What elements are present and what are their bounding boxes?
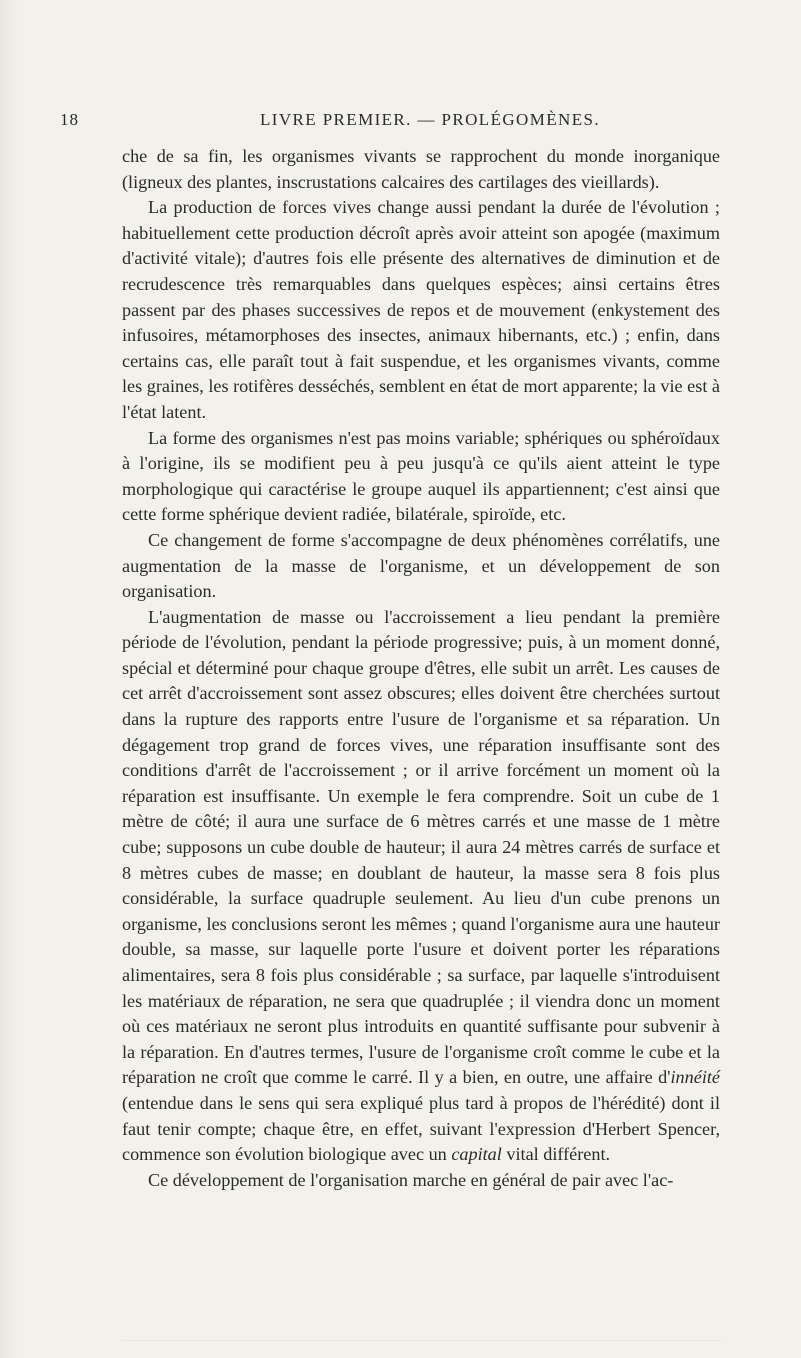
- chapter-title: LIVRE PREMIER. — PROLÉGOMÈNES.: [260, 110, 600, 129]
- paragraph-1: che de sa fin, les organismes vivants se rapprochent du monde inorganique (ligneux des plantes, inscrustations calcaires des cartilages des vieillards).: [122, 146, 720, 192]
- italic-capital: capital: [451, 1144, 502, 1165]
- body-text: [122, 144, 720, 1193]
- paragraph-5: [122, 605, 720, 1168]
- italic-innate: innéité: [670, 1067, 720, 1088]
- paragraph-6: Ce développement de l'organisation marche en général de pair avec l'ac-: [148, 1169, 674, 1190]
- paragraph-5-continued: (entendue dans le sens qui sera expliqué plus tard à propos de l'hérédité) dont il faut tenir compte; chaque être, en effet, suivant l'expression d'Herbert Spencer, commence son évolution biologique avec un: [122, 1092, 720, 1165]
- paragraph-5-text: L'augmentation de masse ou l'accroissement a lieu pendant la première période de l'évolution, pendant la période progressive; puis, à un moment donné, spécial et déterminé pour chaque groupe d'êtres, elle subit un arrêt. Les causes de cet arrêt d'accroissement sont assez obscures; elles doivent être cherchées surtout dans la rupture des rapports entre l'usure de l'organisme et sa réparation. Un dégagement trop grand de forces vives, une réparation insuffisante sont des conditions d'arrêt de l'accroissement ; or il arrive forcément un moment où la réparation est insuffisante. Un exemple le fera comprendre. Soit un cube de 1 mètre de côté; il aura une surface de 6 mètres carrés et une masse de 1 mètre cube; supposons un cube double de hauteur; il aura 24 mètres carrés de surface et 8 mètres cubes de masse; en doublant de hauteur, la masse sera 8 fois plus considérable, la surface quadruple seulement. Au lieu d'un cube prenons un organisme, les conclusions seront les mêmes ; quand l'organisme aura une hauteur double, sa masse, sur laquelle porte l'usure et doivent porter les réparations alimentaires, sera 8 fois plus considérable ; sa surface, par laquelle s'introduisent les matériaux de réparation, ne sera que quadruplée ; il viendra donc un moment où ces matériaux ne seront plus introduits en quantité suffisante pour subvenir à la réparation. En d'autres termes, l'usure de l'organisme croît comme le cube et la réparation ne croît que comme le carré. Il y a bien, en outre, une affaire d': [122, 606, 720, 1088]
- paragraph-5-end: vital différent.: [501, 1144, 611, 1165]
- paragraph-3: La forme des organismes n'est pas moins variable; sphériques ou sphéroïdaux à l'origine, ils se modifient peu à peu jusqu'à ce qu'ils aient atteint le type morphologique qui caractérise le groupe auquel ils appartiennent; c'est ainsi que cette forme sphérique devient radiée, bilatérale, spiroïde, etc.: [122, 427, 720, 525]
- page-number: 18: [60, 110, 79, 129]
- paragraph-2: La production de forces vives change aussi pendant la durée de l'évolution ; habituellement cette production décroît après avoir atteint son apogée (maximum d'activité vitale); d'autres fois elle présente des alternatives de diminution et de recrudescence très remarquables dans quelques espèces; ainsi certains êtres passent par des phases successives de repos et de mouvement (enkystement des infusoires, métamorphoses des insectes, animaux hibernants, etc.) ; enfin, dans certains cas, elle paraît tout à fait suspendue, et les organismes vivants, comme les graines, les rotifères desséchés, semblent en état de mort apparente; la vie est à l'état latent.: [122, 197, 720, 422]
- paragraph-4: Ce changement de forme s'accompagne de deux phénomènes corrélatifs, une augmentation de la masse de l'organisme, et un développement de son organisation.: [122, 529, 720, 602]
- running-head: [60, 110, 760, 134]
- page-edge: [122, 1340, 721, 1341]
